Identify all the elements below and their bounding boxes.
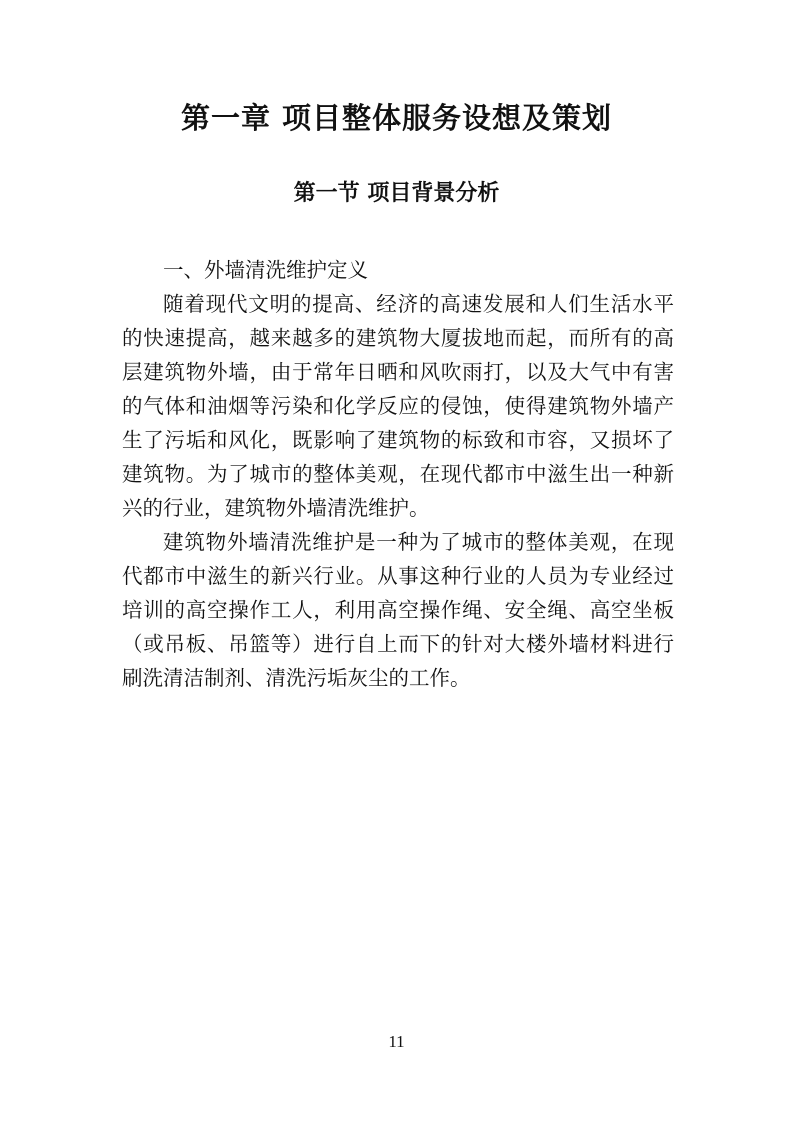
paragraph: 建筑物外墙清洗维护是一种为了城市的整体美观，在现代都市中滋生的新兴行业。从事这种行业的人员为专业经过培训的高空操作工人，利用高空操作绳、安全绳、高空坐板（或吊板、吊篮等）进行自上而下的针对大楼外墙材料进行刷洗清洁制剂、清洗污垢灰尘的工作。 <box>122 530 674 690</box>
paragraph: 随着现代文明的提高、经济的高速发展和人们生活水平的快速提高，越来越多的建筑物大厦拔地而起，而所有的高层建筑物外墙，由于常年日晒和风吹雨打，以及大气中有害的气体和油烟等污染和化学反应的侵蚀，使得建筑物外墙产生了污垢和风化，既影响了建筑物的标致和市容，又损坏了建筑物。为了城市的整体美观，在现代都市中滋生出一种新兴的行业，建筑物外墙清洗维护。 <box>122 292 674 520</box>
body-text <box>122 253 674 695</box>
subheading: 一、外墙清洗维护定义 <box>163 258 368 282</box>
section-title: 第一节 项目背景分析 <box>293 181 500 206</box>
page-number: 11 <box>388 1032 405 1051</box>
chapter-title: 第一章 项目整体服务设想及策划 <box>180 101 613 135</box>
